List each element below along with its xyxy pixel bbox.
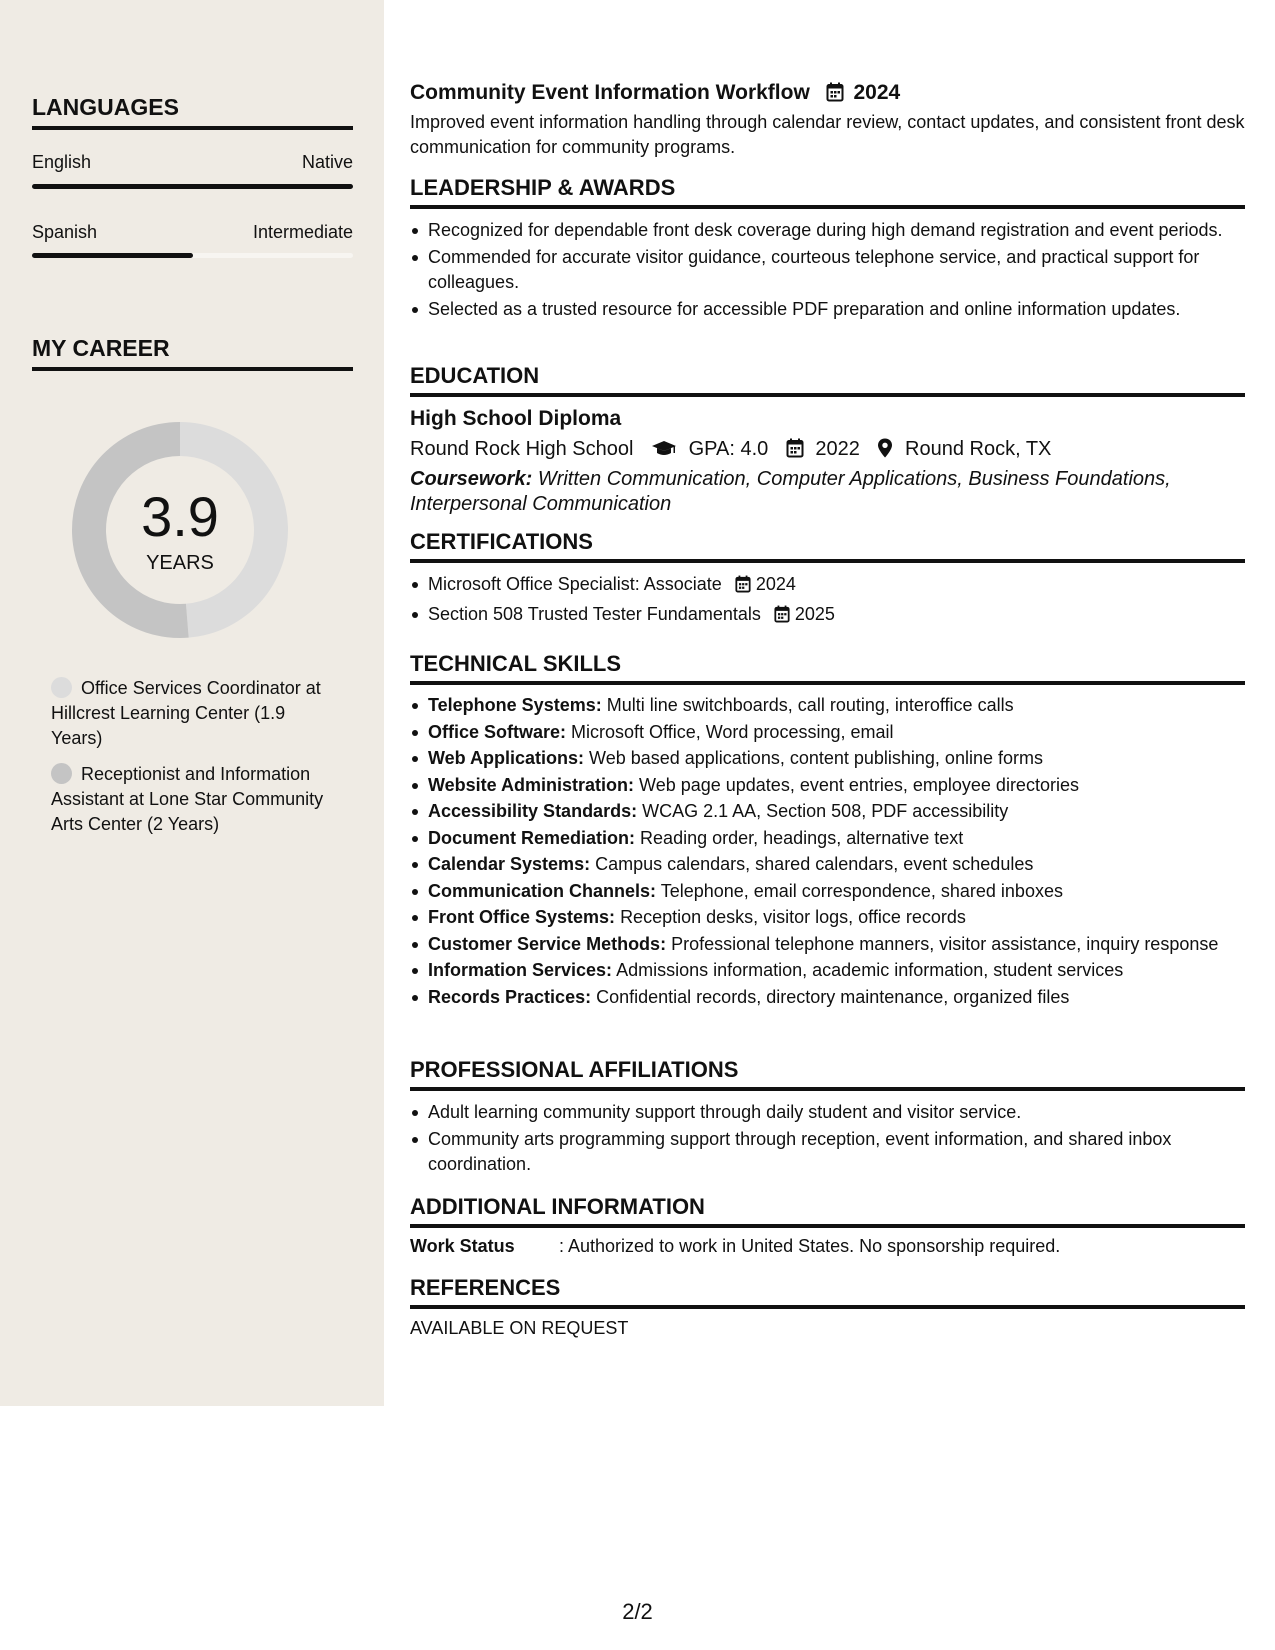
- skill-label: Records Practices:: [428, 986, 592, 1007]
- work-status-row: [410, 1234, 1060, 1258]
- skill-value: Campus calendars, shared calendars, event schedules: [595, 854, 1034, 874]
- skill-label: Front Office Systems:: [428, 907, 616, 927]
- language-name: Spanish: [32, 222, 98, 242]
- skill-value: Telephone, email correspondence, shared inboxes: [660, 880, 1063, 901]
- list-item: Selected as a trusted resource for accessible PDF preparation and online information updates.: [410, 297, 1245, 322]
- certifications-list: [410, 572, 1245, 632]
- skill-label: Communication Channels:: [428, 880, 657, 901]
- skill-label: Customer Service Methods:: [428, 933, 667, 954]
- skill-label: Office Software:: [428, 721, 567, 742]
- skill-item: [410, 720, 1245, 745]
- skill-value: Microsoft Office, Word processing, email: [571, 721, 894, 742]
- project-title-line: [410, 79, 900, 110]
- graduation-year: 2022: [815, 438, 860, 460]
- certification-year: 2025: [794, 604, 835, 624]
- degree: High School Diploma: [410, 407, 622, 430]
- language-row-spanish: [32, 220, 353, 248]
- skill-value: Confidential records, directory maintenance, organized files: [596, 986, 1070, 1007]
- skill-item: [410, 879, 1245, 904]
- skill-label: Telephone Systems:: [428, 695, 602, 715]
- coursework-list: Written Communication, Computer Applications, Business Foundations, Interpersonal Communication: [410, 468, 1171, 515]
- school-name: Round Rock High School: [410, 438, 634, 460]
- certification-name: Microsoft Office Specialist: Associate: [428, 574, 722, 594]
- skill-value: Professional telephone manners, visitor assistance, inquiry response: [671, 933, 1219, 954]
- skill-value: Reception desks, visitor logs, office records: [620, 907, 966, 927]
- language-proficiency-bar: [32, 184, 353, 189]
- career-heading: MY CAREER: [32, 333, 353, 371]
- skill-label: Website Administration:: [428, 774, 635, 795]
- skill-value: WCAG 2.1 AA, Section 508, PDF accessibility: [642, 801, 1009, 821]
- skill-item: [410, 773, 1245, 798]
- language-level: Intermediate: [252, 222, 353, 242]
- language-name: English: [32, 152, 92, 172]
- gpa: GPA: 4.0: [688, 438, 769, 460]
- coursework: [410, 467, 1245, 517]
- language-proficiency-fill: [32, 184, 353, 189]
- languages-heading: LANGUAGES: [32, 92, 353, 130]
- skill-label: Document Remediation:: [428, 827, 636, 848]
- graduation-cap-icon: [651, 438, 677, 466]
- project-year: 2024: [853, 81, 901, 104]
- skill-item: [410, 958, 1245, 983]
- list-item: Commended for accurate visitor guidance, courteous telephone service, and practical support for colleagues.: [410, 245, 1245, 294]
- coursework-label: Coursework:: [410, 468, 533, 490]
- certification-name: Section 508 Trusted Tester Fundamentals: [428, 604, 761, 624]
- calendar-icon: [826, 82, 844, 110]
- skill-value: Multi line switchboards, call routing, interoffice calls: [606, 695, 1014, 715]
- leadership-list: [410, 218, 1245, 324]
- calendar-icon: [786, 438, 804, 466]
- list-item: Community arts programming support through reception, event information, and shared inbox coordination.: [410, 1127, 1245, 1176]
- skill-label: Calendar Systems:: [428, 854, 591, 874]
- career-legend-item: [51, 762, 326, 837]
- education-details: [410, 435, 1051, 466]
- career-legend-item: [51, 676, 326, 751]
- school-location: Round Rock, TX: [905, 438, 1052, 460]
- career-years-unit: YEARS: [146, 552, 214, 574]
- skill-label: Information Services:: [428, 960, 613, 980]
- references-text: AVAILABLE ON REQUEST: [410, 1318, 629, 1338]
- skill-item: [410, 905, 1245, 930]
- language-proficiency-fill: [32, 253, 193, 258]
- calendar-icon: [735, 575, 751, 600]
- career-donut-chart: [67, 417, 293, 643]
- references-heading: REFERENCES: [410, 1274, 1245, 1309]
- skill-item: [410, 932, 1245, 957]
- skill-item: [410, 826, 1245, 851]
- career-item-text: Receptionist and Information Assistant at Lone Star Community Arts Center (2 Years): [51, 764, 324, 834]
- project-description: Improved event information handling through calendar review, contact updates, and consistent front desk communication for community programs.: [410, 112, 1245, 157]
- affiliations-list: [410, 1100, 1245, 1179]
- skill-value: Web based applications, content publishing, online forms: [589, 748, 1043, 768]
- certifications-heading: CERTIFICATIONS: [410, 528, 1245, 563]
- certification-year: 2024: [755, 574, 796, 594]
- skill-item: [410, 852, 1245, 877]
- career-item-text: Office Services Coordinator at Hillcrest Learning Center (1.9 Years): [51, 678, 321, 748]
- calendar-icon: [774, 605, 790, 630]
- list-item: [410, 572, 1245, 600]
- additional-info-heading: ADDITIONAL INFORMATION: [410, 1193, 1245, 1228]
- work-status-value: : Authorized to work in United States. No sponsorship required.: [559, 1236, 1061, 1256]
- legend-dot: [51, 763, 72, 784]
- skills-list: [410, 693, 1245, 1011]
- skill-value: Reading order, headings, alternative text: [640, 827, 964, 848]
- skill-item: [410, 799, 1245, 824]
- skill-value: Admissions information, academic information, student services: [616, 960, 1124, 980]
- sidebar: [0, 0, 384, 1406]
- list-item: [410, 602, 1245, 630]
- skill-value: Web page updates, event entries, employee directories: [639, 774, 1079, 795]
- list-item: Adult learning community support through daily student and visitor service.: [410, 1100, 1245, 1125]
- language-row-english: [32, 150, 353, 178]
- skill-item: [410, 985, 1245, 1010]
- skill-item: [410, 693, 1245, 718]
- leadership-heading: LEADERSHIP & AWARDS: [410, 174, 1245, 209]
- project-title: Community Event Information Workflow: [410, 81, 810, 104]
- education-heading: EDUCATION: [410, 362, 1245, 397]
- list-item: Recognized for dependable front desk coverage during high demand registration and event periods.: [410, 218, 1245, 243]
- skills-heading: TECHNICAL SKILLS: [410, 650, 1245, 685]
- legend-dot: [51, 677, 72, 698]
- language-level: Native: [301, 152, 353, 172]
- career-total-years: 3.9: [141, 485, 219, 548]
- language-proficiency-bar: [32, 253, 353, 258]
- skill-label: Web Applications:: [428, 748, 585, 768]
- map-pin-icon: [877, 438, 893, 466]
- skill-label: Accessibility Standards:: [428, 801, 638, 821]
- work-status-label: Work Status: [410, 1236, 515, 1256]
- skill-item: [410, 746, 1245, 771]
- affiliations-heading: PROFESSIONAL AFFILIATIONS: [410, 1056, 1245, 1091]
- page-number: 2/2: [622, 1599, 653, 1624]
